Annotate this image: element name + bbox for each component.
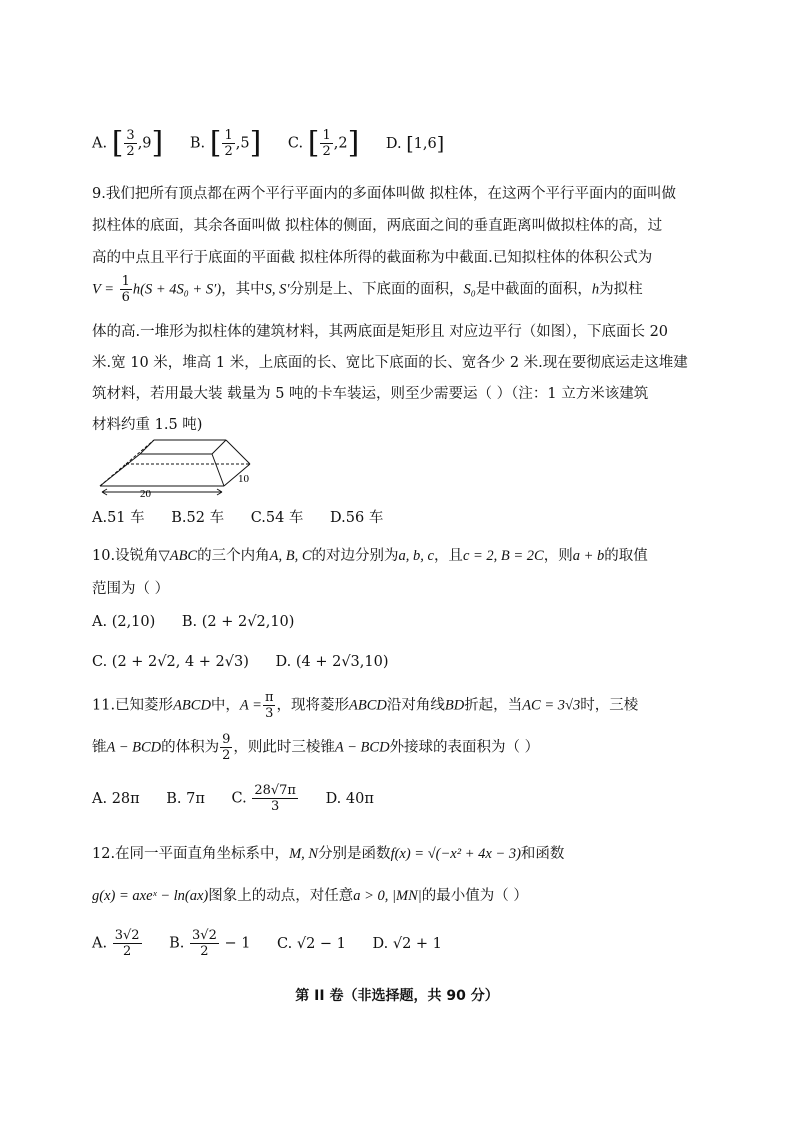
q11-line-2 (92, 732, 539, 763)
q11-text-e: 折起，当 (464, 697, 523, 714)
q12-option-a-label: A. (92, 935, 108, 952)
section-title: 第 II 卷（非选择题，共 90 分） (295, 988, 499, 1004)
q12-text-c: 和函数 (520, 846, 565, 862)
q8-option-a-bracket-open: [ (111, 125, 124, 161)
q11-option-c-num: 28√7π (254, 783, 296, 798)
q9-line-8: 材料约重 1.5 吨) (92, 417, 203, 433)
q8-option-d (386, 133, 444, 155)
q9-option-a: A.51 车 (92, 510, 145, 526)
q9-formula-fraction (120, 274, 132, 305)
q12-option-c: C. √2 − 1 (277, 935, 346, 952)
q11-text-d: 沿对角线 (386, 697, 445, 714)
q9-option-d: D.56 车 (330, 510, 384, 526)
q12-option-a (92, 928, 143, 959)
q10-angles: A, B, C (269, 548, 312, 564)
q8-option-b-bracket-open: [ (209, 125, 222, 161)
q10-options-row-2 (92, 654, 411, 670)
q8-option-d-text: 1,6 (413, 135, 437, 152)
q9-formula-tail-2: 分别是上、下底面的面积， (289, 281, 464, 298)
q9-prism-figure (96, 434, 266, 498)
q10-option-c: C. (2 + 2√2, 4 + 2√3) (92, 654, 249, 670)
q8-option-c-label: C. (287, 135, 304, 152)
q12-condition: a > 0, |MN| (353, 888, 422, 904)
q8-option-b-den: 2 (224, 144, 233, 159)
q12-option-b-fraction (190, 928, 219, 959)
q8-option-c-num: 1 (322, 128, 331, 143)
q10-option-d: D. (4 + 2√3,10) (275, 654, 389, 670)
q9-formula-line (92, 274, 643, 305)
q11-option-c (232, 783, 299, 814)
q10-option-b: B. (2 + 2√2,10) (181, 614, 295, 630)
q12-option-a-fraction (113, 928, 142, 959)
q8-option-c-bracket-close: ] (347, 125, 360, 161)
q11-volume-num: 9 (222, 732, 231, 747)
q11-ac: AC = 3√3 (522, 697, 581, 714)
q12-options (92, 928, 464, 959)
q12-text-d: 图象上的动点，对任意 (208, 888, 354, 904)
q11-option-d: D. 40π (325, 790, 374, 807)
q8-options (92, 125, 466, 161)
q9-formula-vars: S, S′ (264, 281, 290, 298)
q8-option-b-label: B. (189, 135, 206, 152)
q10-line-1 (92, 544, 648, 565)
q9-options (92, 506, 405, 527)
q9-option-b: B.52 车 (171, 510, 225, 526)
q8-option-a-den: 2 (126, 144, 135, 159)
q11-rhombus-2: ABCD (348, 697, 387, 714)
q11-option-c-den: 3 (271, 799, 280, 814)
q10-sides: a, b, c (398, 548, 434, 564)
q10-triangle: ▽ABC (158, 548, 198, 564)
q9-formula-v: V = (92, 281, 115, 298)
q8-option-b-num: 1 (224, 128, 233, 143)
q12-option-b (169, 928, 250, 959)
q11-options (92, 783, 396, 814)
q9-formula-s0: S₀ (463, 281, 476, 298)
q12-function-f: f(x) = √(−x² + 4x − 3) (390, 846, 521, 862)
q11-rhombus: ABCD (173, 697, 211, 714)
q11-option-c-fraction (252, 783, 298, 814)
q11-text-b: 中， (210, 697, 240, 714)
q12-option-b-num: 3√2 (192, 928, 217, 943)
q8-option-a-fraction (124, 128, 136, 159)
q11-angle-num: π (264, 690, 274, 705)
q11-text-i: ，则此时三棱锥 (233, 739, 335, 756)
q11-pyramid-2: A − BCD (334, 739, 390, 756)
q8-option-a-tail: ,9 (137, 135, 152, 152)
q11-text-j: 外接球的表面积为（ ） (389, 739, 540, 756)
q10-line-2: 范围为（ ） (92, 581, 170, 597)
q8-option-c-den: 2 (322, 144, 331, 159)
q10-sum: a + b (572, 548, 605, 564)
q12-option-b-label: B. (169, 935, 185, 952)
q12-function-g: g(x) = axeˣ − ln(ax) (92, 888, 209, 904)
q9-line-1: 9.我们把所有顶点都在两个平行平面内的多面体叫做 拟柱体，在这两个平行平面内的面叫做 (92, 186, 676, 202)
q11-text-g: 锥 (92, 739, 107, 756)
q12-text-e: 的最小值为（ ） (421, 888, 528, 904)
q11-angle-a: A = (239, 697, 262, 714)
q9-formula-tail-1: ，其中 (221, 281, 265, 298)
q11-text-h: 的体积为 (161, 739, 220, 756)
q12-option-b-tail: − 1 (224, 935, 251, 952)
q11-line-1 (92, 690, 638, 721)
q10-condition: c = 2, B = 2C (462, 548, 544, 564)
q8-option-d-label: D. (385, 135, 402, 152)
q11-option-b: B. 7π (166, 790, 205, 807)
q10-text-d: ，且 (433, 548, 463, 564)
q9-formula-tail-4: 为拟柱 (599, 281, 643, 298)
q8-option-a-num: 3 (126, 128, 135, 143)
q9-line-5: 体的高.一堆形为拟柱体的建筑材料，其两底面是矩形且 对应边平行（如图），下底面长 20 (92, 324, 669, 340)
q12-text-b: 分别是函数 (318, 846, 391, 862)
q12-points: M, N (289, 846, 319, 862)
q10-options-row-1 (92, 614, 316, 630)
q11-volume-den: 2 (222, 748, 231, 763)
q12-option-a-den: 2 (122, 944, 132, 959)
q8-option-d-bracket-open: [ (406, 132, 414, 155)
q8-option-b-tail: ,5 (235, 135, 250, 152)
q9-formula-den: 6 (121, 290, 130, 305)
q8-option-c-bracket-open: [ (307, 125, 320, 161)
q11-option-c-label: C. (231, 790, 247, 807)
q8-option-c-fraction (320, 128, 332, 159)
q11-volume-fraction (220, 732, 232, 763)
q8-option-b-fraction (222, 128, 234, 159)
q12-option-a-num: 3√2 (114, 928, 140, 943)
q8-option-d-bracket-close: ] (436, 132, 445, 155)
q12-line-1 (92, 842, 564, 863)
q8-option-a (92, 125, 164, 161)
q11-angle-fraction (263, 690, 276, 721)
q9-formula-h: h (591, 281, 600, 298)
q9-line-6: 米.宽 10 米，堆高 1 米，上底面的长、宽比下底面的长、宽各少 2 米.现在要彻底运走这堆建 (92, 355, 688, 371)
q12-option-b-den: 2 (200, 944, 209, 959)
q11-option-a: A. 28π (92, 790, 140, 807)
q12-line-2 (92, 884, 528, 905)
q11-text-f: 时，三棱 (580, 697, 639, 714)
q8-option-a-bracket-close: ] (151, 125, 164, 161)
q9-line-2: 拟柱体的底面，其余各面叫做 拟柱体的侧面，两底面之间的垂直距离叫做拟柱体的高，过 (92, 218, 663, 234)
q12-option-d: D. √2 + 1 (372, 935, 442, 952)
q11-pyramid: A − BCD (106, 739, 162, 756)
q9-formula-body: h(S + 4S₀ + S′) (132, 281, 222, 298)
q10-text-e: ，则 (543, 548, 573, 564)
q10-text-a: 10.设锐角 (92, 548, 159, 564)
q9-figure-label-length: 20 (140, 488, 151, 498)
q9-formula-num: 1 (121, 274, 130, 289)
q11-angle-den: 3 (265, 706, 274, 721)
q9-option-c: C.54 车 (250, 510, 304, 526)
q9-figure-label-width: 10 (238, 473, 249, 485)
q9-line-3: 高的中点且平行于底面的平面截 拟柱体所得的截面称为中截面.已知拟柱体的体积公式为 (92, 250, 653, 266)
q8-option-b (189, 125, 262, 161)
q12-text-a: 12.在同一平面直角坐标系中， (92, 846, 290, 862)
q11-text-a: 11.已知菱形 (92, 697, 174, 714)
q11-text-c: ，现将菱形 (276, 697, 349, 714)
q8-option-c-tail: ,2 (333, 135, 348, 152)
q10-option-a: A. (2,10) (92, 614, 156, 630)
q8-option-a-label: A. (92, 135, 108, 152)
q10-text-c: 的对边分别为 (311, 548, 399, 564)
q9-formula-tail-3: 是中截面的面积， (475, 281, 592, 298)
q10-text-b: 的三个内角 (197, 548, 270, 564)
q8-option-b-bracket-close: ] (249, 125, 262, 161)
q11-diagonal: BD (444, 697, 465, 714)
q8-option-c (287, 125, 360, 161)
q10-text-f: 的取值 (604, 548, 648, 564)
q9-line-7: 筑材料，若用最大装 载量为 5 吨的卡车装运，则至少需要运（ ）（注：1 立方米该建筑 (92, 386, 649, 402)
